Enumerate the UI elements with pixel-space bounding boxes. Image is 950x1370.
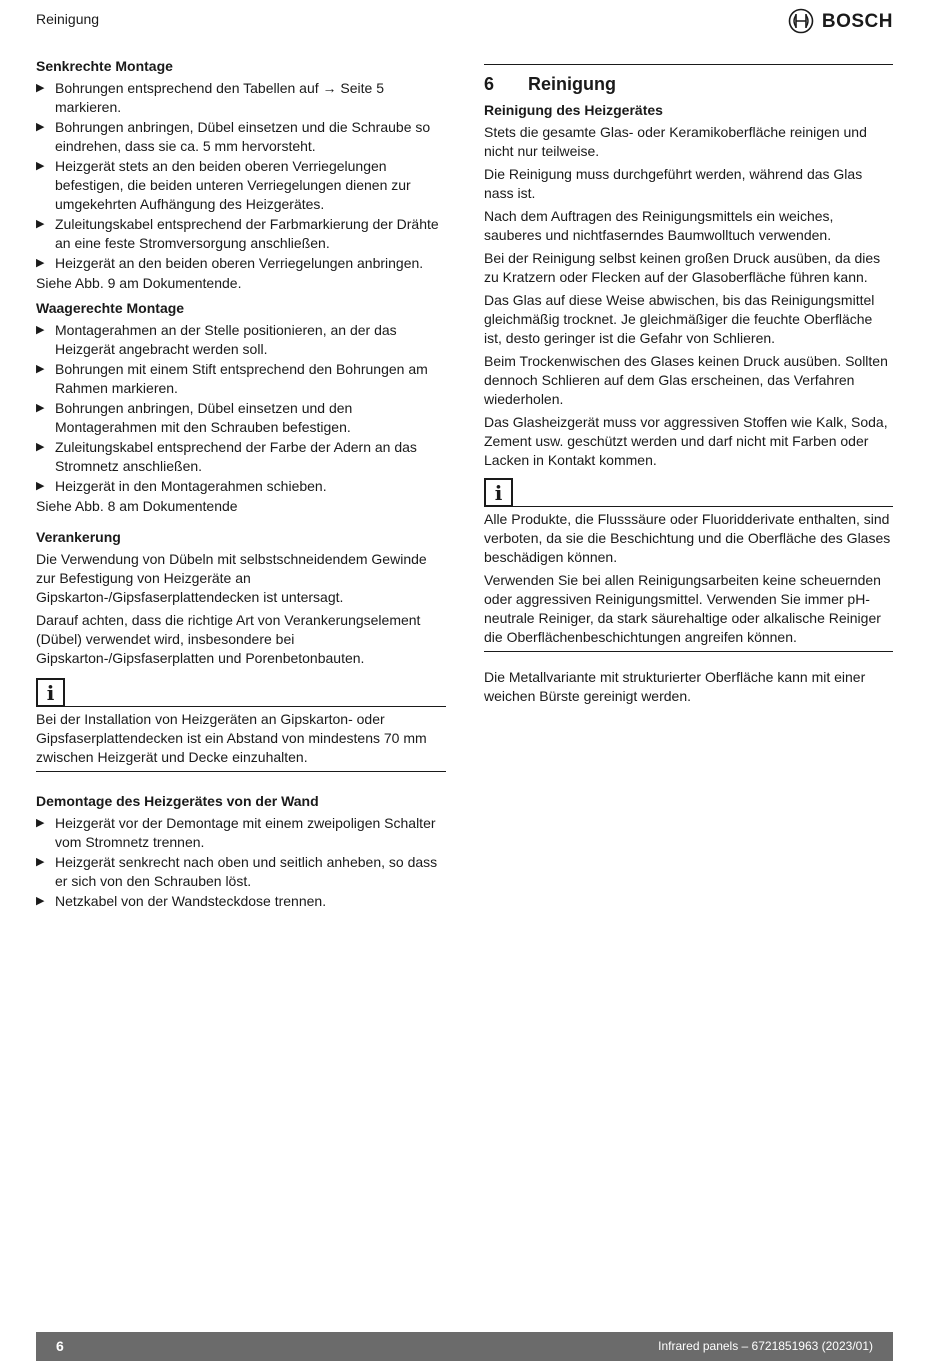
paragraph: Beim Trockenwischen des Glases keinen Druck ausüben. Sollten dennoch Schlieren auf dem Glas erscheinen, das Verfahren wiederholen.	[484, 353, 888, 407]
list-item: ▶ Zuleitungskabel entsprechend der Farbe der Adern an das Stromnetz anschließen.	[36, 439, 417, 474]
paragraph: Das Glasheizgerät muss vor aggressiven Stoffen wie Kalk, Soda, Zement usw. geschützt werden und darf nicht mit Farben oder Lacken in Kontakt kommen.	[484, 414, 888, 468]
divider	[484, 651, 893, 652]
bullet-arrow-icon: ▶	[36, 817, 45, 829]
left-column	[36, 57, 446, 912]
list-item: ▶ Bohrungen entsprechend den Tabellen auf → Seite 5 markieren.	[36, 80, 384, 115]
heading-reinigung-heizgeraet: Reinigung des Heizgerätes	[484, 102, 663, 118]
divider	[36, 771, 446, 772]
list-item: ▶ Netzkabel von der Wandsteckdose trennen.	[36, 893, 327, 909]
senkrechte-steps	[36, 79, 446, 273]
right-column	[484, 64, 893, 710]
waagerechte-steps	[36, 321, 446, 496]
heading-verankerung: Verankerung	[36, 529, 121, 545]
bullet-arrow-icon: ▶	[36, 218, 45, 230]
info-header	[36, 678, 446, 707]
info-notice	[484, 478, 893, 652]
info-notice	[36, 678, 446, 772]
brand	[788, 8, 893, 34]
demontage-steps	[36, 814, 446, 911]
bullet-arrow-icon: ▶	[36, 363, 45, 375]
paragraph: Darauf achten, dass die richtige Art von Verankerungselement (Dübel) verwendet wird, insbesondere bei Gipskarton-/Gipsfaserplatten und Porenbetonbauten.	[36, 612, 421, 666]
paragraph: Die Reinigung muss durchgeführt werden, während das Glas nass ist.	[484, 166, 863, 201]
info-icon: i	[484, 478, 513, 507]
page-number: 6	[56, 1338, 64, 1354]
paragraph: Nach dem Auftragen des Reinigungsmittels ein weiches, sauberes und nichtfaserndes Baumwolltuch verwenden.	[484, 208, 834, 243]
info-text: Alle Produkte, die Flusssäure oder Fluoridderivate enthalten, sind verboten, da sie die Beschichtung und die Oberfläche des Glases beschädigen können.	[484, 511, 891, 565]
bullet-arrow-icon: ▶	[36, 257, 45, 269]
list-item: ▶ Bohrungen anbringen, Dübel einsetzen und die Schraube so eindrehen, dass sie ca. 5 mm hervorsteht.	[36, 119, 431, 154]
heading-demontage: Demontage des Heizgerätes von der Wand	[36, 793, 319, 809]
bullet-arrow-icon: ▶	[36, 480, 45, 492]
heading-senkrechte-montage: Senkrechte Montage	[36, 58, 173, 74]
document-reference: Infrared panels – 6721851963 (2023/01)	[658, 1339, 873, 1353]
figure-reference: Siehe Abb. 9 am Dokumentende.	[36, 275, 242, 291]
figure-reference: Siehe Abb. 8 am Dokumentende	[36, 498, 238, 514]
header-title: Reinigung	[36, 11, 100, 27]
page-footer	[36, 1332, 893, 1361]
brand-name: BOSCH	[821, 10, 893, 32]
list-item: ▶ Heizgerät an den beiden oberen Verriegelungen anbringen.	[36, 255, 424, 271]
list-item: ▶ Heizgerät senkrecht nach oben und seitlich anheben, so dass er sich von den Schrauben löst.	[36, 854, 438, 889]
heading-waagerechte-montage: Waagerechte Montage	[36, 300, 185, 316]
info-icon: i	[36, 678, 65, 707]
divider	[484, 64, 893, 65]
list-item: ▶ Heizgerät vor der Demontage mit einem zweipoligen Schalter vom Stromnetz trennen.	[36, 815, 436, 850]
list-item: ▶ Heizgerät in den Montagerahmen schieben.	[36, 478, 327, 494]
divider	[513, 506, 893, 507]
bosch-logo-icon	[788, 8, 814, 34]
paragraph: Die Metallvariante mit strukturierter Oberfläche kann mit einer weichen Bürste gereinigt werden.	[484, 669, 866, 704]
list-item: ▶ Bohrungen mit einem Stift entsprechend den Bohrungen am Rahmen markieren.	[36, 361, 428, 396]
list-item: ▶ Bohrungen anbringen, Dübel einsetzen und den Montagerahmen mit den Schrauben befestigen.	[36, 400, 353, 435]
bullet-arrow-icon: ▶	[36, 895, 45, 907]
bullet-arrow-icon: ▶	[36, 402, 45, 414]
bullet-arrow-icon: ▶	[36, 160, 45, 172]
section-title	[484, 73, 893, 95]
paragraph: Bei der Reinigung selbst keinen großen Druck ausüben, da dies zu Kratzern oder Flecken auf der Glasoberfläche führen kann.	[484, 250, 881, 285]
info-text: Bei der Installation von Heizgeräten an Gipskarton- oder Gipsfaserplattendecken ist ein Abstand von mindestens 70 mm zwischen Heizgerät und Decke einzuhalten.	[36, 711, 427, 765]
divider	[65, 706, 446, 707]
bullet-arrow-icon: ▶	[36, 441, 45, 453]
list-item: ▶ Heizgerät stets an den beiden oberen Verriegelungen befestigen, die beiden unteren Verriegelungen dienen zur umgekehrten Aufhängung des Heizgerätes.	[36, 158, 411, 212]
section-name: Reinigung	[528, 74, 617, 94]
section-number: 6	[484, 74, 495, 94]
bullet-arrow-icon: ▶	[36, 121, 45, 133]
paragraph: Das Glas auf diese Weise abwischen, bis das Reinigungsmittel gleichmäßig trocknet. Je gleichmäßiger die feuchte Oberfläche ist, desto geringer ist die Gefahr von Schlieren.	[484, 292, 875, 346]
paragraph: Die Verwendung von Dübeln mit selbstschneidendem Gewinde zur Befestigung von Heizgeräte an Gipskarton-/Gipsfaserplattendecken ist untersagt.	[36, 551, 427, 605]
bullet-arrow-icon: ▶	[36, 324, 45, 336]
list-item: ▶ Montagerahmen an der Stelle positionieren, an der das Heizgerät angebracht werden soll.	[36, 322, 397, 357]
info-text: Verwenden Sie bei allen Reinigungsarbeiten keine scheuernden oder aggressiven Reinigungsmittel. Verwenden Sie immer pH-neutrale Reiniger, da stark säurehaltige oder alkalische Reiniger die Oberflächenbeschichtungen angreifen können.	[484, 572, 881, 645]
info-header	[484, 478, 893, 507]
bullet-arrow-icon: ▶	[36, 82, 45, 94]
bullet-arrow-icon: ▶	[36, 856, 45, 868]
paragraph: Stets die gesamte Glas- oder Keramikoberfläche reinigen und nicht nur teilweise.	[484, 124, 867, 159]
list-item: ▶ Zuleitungskabel entsprechend der Farbmarkierung der Drähte an eine feste Stromversorgung anschließen.	[36, 216, 439, 251]
